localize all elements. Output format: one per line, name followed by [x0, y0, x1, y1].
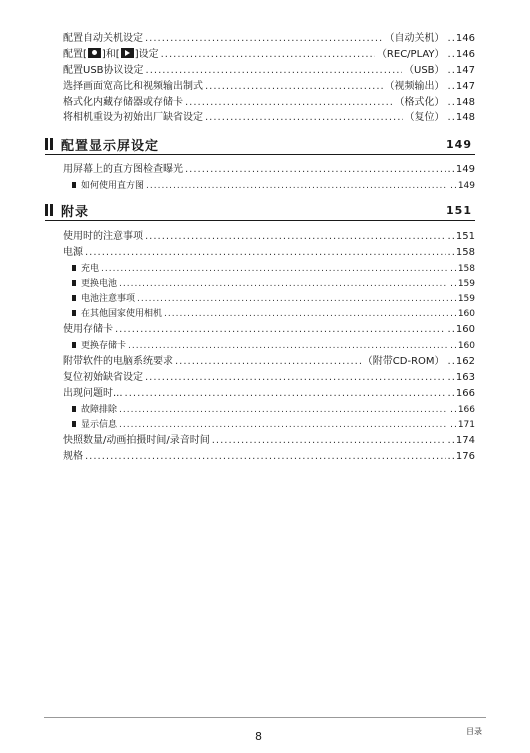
section-header-display[interactable]	[45, 134, 475, 155]
bullet-icon	[72, 265, 76, 271]
toc-entry-page: .. 166	[450, 404, 475, 416]
toc-entry-title: 电池注意事项	[81, 294, 136, 304]
toc-subentry-histogram-usage[interactable]	[72, 176, 475, 192]
section-title: 附录	[61, 204, 90, 220]
toc-entry-page: .. 151	[448, 231, 475, 243]
toc-entry-page: .. 146	[448, 33, 475, 45]
toc-entry-page: .. 174	[448, 435, 475, 447]
toc-entry-page: .. 147	[448, 65, 475, 77]
toc-entry-default-reset[interactable]	[63, 368, 475, 384]
section-title: 配置显示屏设定	[61, 138, 160, 154]
toc-entry-reset[interactable]	[63, 108, 475, 124]
toc-entry-page: .. 162	[448, 356, 475, 368]
toc-subentry-replace-battery[interactable]	[72, 274, 475, 290]
toc-entry-usb[interactable]	[63, 61, 475, 77]
toc-entry-page: .. 147	[448, 81, 475, 93]
toc-entry-title: 选择画面宽高比和视频输出制式	[63, 81, 203, 92]
camera-icon	[88, 48, 101, 58]
toc-entry-title: 故障排除	[81, 405, 118, 415]
toc-entry-title: 电源	[63, 247, 83, 258]
toc-entry-page: .. 146	[448, 49, 475, 61]
toc-entry-title: 规格	[63, 451, 83, 462]
toc-entry-suffix: （USB）	[404, 65, 445, 76]
toc-entry-page: .. 159	[450, 278, 475, 290]
toc-entry-suffix: （自动关机）	[384, 33, 445, 44]
bullet-icon	[72, 182, 76, 188]
toc-entry-capacity[interactable]	[63, 431, 475, 447]
toc-entry-power[interactable]	[63, 243, 475, 259]
footer-label: 目录	[466, 727, 482, 736]
toc-entry-suffix: （REC/PLAY）	[376, 49, 445, 60]
toc-entry-title: 用屏幕上的直方图检查曝光	[63, 164, 183, 175]
bullet-icon	[72, 421, 76, 427]
bullet-icon	[72, 295, 76, 301]
toc-entry-memory-card[interactable]	[63, 320, 475, 336]
toc-entry-page: .. 160	[450, 308, 475, 320]
toc-entry-system-requirements[interactable]	[63, 352, 475, 368]
bullet-icon	[72, 342, 76, 348]
toc-entry-page: .. 148	[448, 112, 475, 124]
toc-entry-title: 更换存储卡	[81, 341, 127, 351]
bullet-icon	[72, 406, 76, 412]
toc-entry-suffix: （附带CD-ROM）	[362, 356, 445, 367]
toc-entry-format[interactable]	[63, 93, 475, 109]
toc-entry-title: 配置USB协议设定	[63, 65, 144, 76]
toc-subentry-battery-precautions[interactable]	[72, 289, 475, 305]
play-icon	[121, 48, 134, 58]
section-marker-icon	[45, 204, 55, 216]
section-page: 151	[446, 203, 472, 217]
toc-entry-page: .. 163	[448, 372, 475, 384]
toc-entry-video-output[interactable]	[63, 77, 475, 93]
section-page: 149	[446, 137, 472, 151]
bullet-icon	[72, 280, 76, 286]
section-marker-icon	[45, 138, 55, 150]
toc-entry-page: .. 171	[450, 419, 475, 431]
toc-entry-title: 使用时的注意事项	[63, 231, 143, 242]
toc-entry-auto-power-off[interactable]	[63, 29, 475, 45]
toc-subentry-messages[interactable]	[72, 415, 475, 431]
toc-subentry-other-countries[interactable]	[72, 304, 475, 320]
toc-entry-page: .. 149	[450, 180, 475, 192]
toc-entry-suffix: （格式化）	[394, 97, 445, 108]
toc-entry-page: .. 160	[450, 340, 475, 352]
bullet-icon	[72, 310, 76, 316]
toc-entry-page: .. 160	[448, 324, 475, 336]
page-number: 8	[255, 730, 262, 743]
toc-entry-title: 使用存储卡	[63, 324, 113, 335]
toc-entry-precautions[interactable]	[63, 227, 475, 243]
toc-entry-title: 快照数量/动画拍摄时间/录音时间	[63, 435, 210, 446]
toc-entry-title: 配置自动关机设定	[63, 33, 143, 44]
toc-entry-title: 将相机重设为初始出厂缺省设定	[63, 112, 203, 123]
toc-entry-suffix: （复位）	[404, 112, 445, 123]
toc-entry-histogram[interactable]	[63, 160, 475, 176]
toc-entry-title: 充电	[81, 264, 100, 274]
toc-entry-specifications[interactable]	[63, 447, 475, 463]
toc-entry-page: .. 158	[448, 247, 475, 259]
toc-entry-page: .. 158	[450, 263, 475, 275]
footer-divider	[44, 717, 486, 718]
toc-entry-title: 出现问题时...	[63, 388, 123, 399]
toc-entry-page: .. 159	[450, 293, 475, 305]
toc-entry-title: 复位初始缺省设定	[63, 372, 143, 383]
toc-entry-rec-play[interactable]	[63, 45, 475, 61]
toc-subentry-troubleshooting[interactable]	[72, 400, 475, 416]
toc-entry-page: .. 148	[448, 97, 475, 109]
toc-entry-page: .. 149	[448, 164, 475, 176]
toc-entry-page: .. 176	[448, 451, 475, 463]
toc-entry-title: 在其他国家使用相机	[81, 309, 163, 319]
toc-subentry-replace-card[interactable]	[72, 336, 475, 352]
toc-entry-title: 更换电池	[81, 279, 118, 289]
toc-entry-title: 格式化内藏存储器或存储卡	[63, 97, 183, 108]
toc-entry-title: 如何使用直方图	[81, 181, 145, 191]
toc-entry-title: 附带软件的电脑系统要求	[63, 356, 173, 367]
toc-entry-suffix: （视频输出）	[384, 81, 445, 92]
toc-entry-title: 配置[ ]和[ ]设定	[63, 49, 159, 60]
toc-entry-troubles[interactable]	[63, 384, 475, 400]
toc-entry-title: 显示信息	[81, 420, 118, 430]
section-header-appendix[interactable]	[45, 200, 475, 221]
toc-subentry-charging[interactable]	[72, 259, 475, 275]
toc-entry-page: .. 166	[448, 388, 475, 400]
